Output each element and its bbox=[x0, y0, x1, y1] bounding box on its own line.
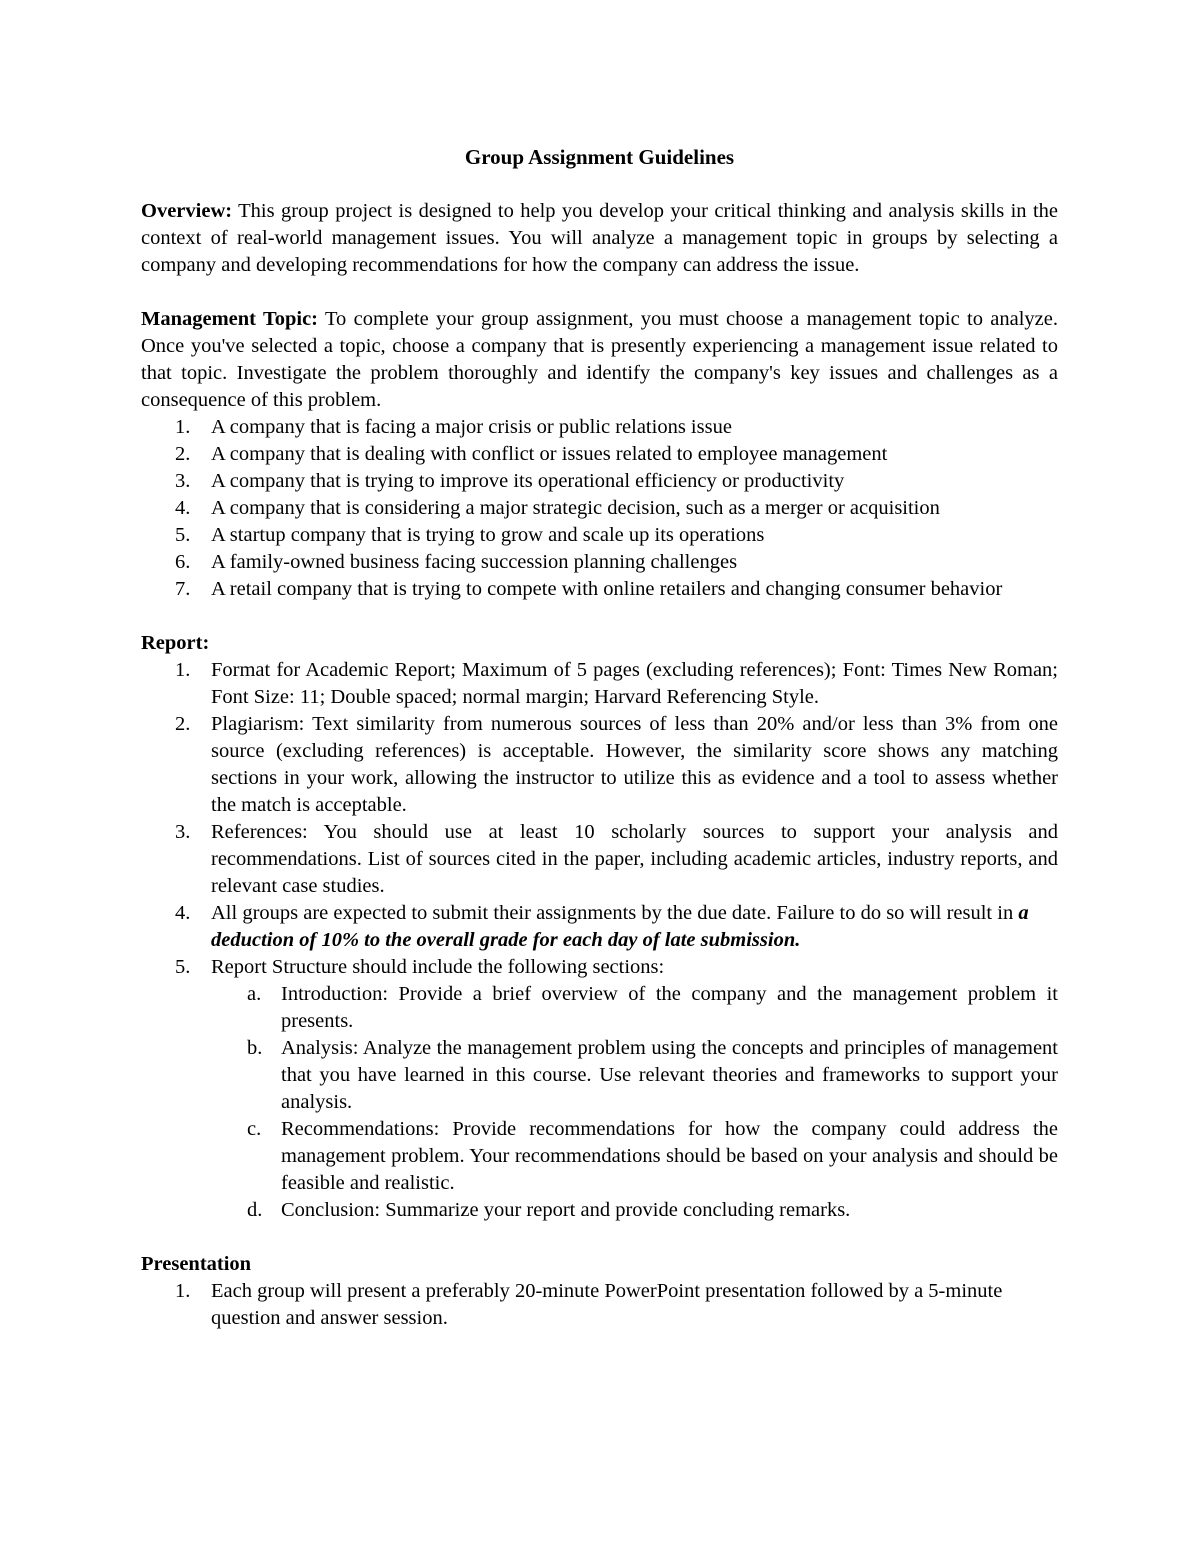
list-item bbox=[141, 954, 1058, 1224]
list-item bbox=[141, 900, 1058, 954]
list-item-text: References: You should use at least 10 scholarly sources to support your analysis and recommendations. List of sources cited in the paper, including academic articles, industry reports, and relevant case studies. bbox=[211, 821, 1058, 897]
list-marker: 2. bbox=[175, 713, 191, 735]
sublist-item-text: Analysis: Analyze the management problem using the concepts and principles of management that you have learned in this course. Use relevant theories and frameworks to support your analysis. bbox=[281, 1037, 1058, 1113]
list-marker: 1. bbox=[175, 659, 191, 681]
list-item-text: Format for Academic Report; Maximum of 5 pages (excluding references); Font: Times New Roman; Font Size: 11; Double spaced; normal margin; Harvard Referencing Style. bbox=[211, 659, 1058, 708]
list-marker: 3. bbox=[175, 470, 191, 492]
list-item bbox=[141, 549, 1058, 576]
report-list bbox=[141, 657, 1058, 1224]
list-item-text: A company that is facing a major crisis or public relations issue bbox=[211, 416, 732, 438]
management-topic-label: Management Topic: bbox=[141, 308, 319, 330]
overview-label: Overview: bbox=[141, 200, 233, 222]
list-marker: 7. bbox=[175, 578, 191, 600]
sublist-item-text: Conclusion: Summarize your report and provide concluding remarks. bbox=[281, 1199, 851, 1221]
list-item bbox=[141, 414, 1058, 441]
list-item-text: A company that is trying to improve its operational efficiency or productivity bbox=[211, 470, 845, 492]
sublist-item bbox=[211, 1035, 1058, 1116]
list-item bbox=[141, 657, 1058, 711]
sublist-item bbox=[211, 1197, 1058, 1224]
list-marker: 4. bbox=[175, 902, 191, 924]
list-item bbox=[141, 522, 1058, 549]
list-marker: 1. bbox=[175, 416, 191, 438]
report-structure-sublist bbox=[211, 981, 1058, 1224]
management-topic-text: To complete your group assignment, you must choose a management topic to analyze. Once you've selected a topic, choose a company that is presently experiencing a management issue related to that topic. Investigate the problem thoroughly and identify the company's key issues and challenges as a consequence of this problem. bbox=[141, 308, 1058, 411]
list-item-text: Plagiarism: Text similarity from numerous sources of less than 20% and/or less than 3% from one source (excluding references) is acceptable. However, the similarity score shows any matching sections in your work, allowing the instructor to utilize this as evidence and a tool to assess whether the match is acceptable. bbox=[211, 713, 1058, 816]
list-item-text: A company that is considering a major strategic decision, such as a merger or acquisition bbox=[211, 497, 940, 519]
list-item-text: A retail company that is trying to compete with online retailers and changing consumer behavior bbox=[211, 578, 1003, 600]
list-marker: 1. bbox=[175, 1280, 191, 1302]
list-marker: 2. bbox=[175, 443, 191, 465]
document-page bbox=[141, 144, 1058, 1332]
topic-list bbox=[141, 414, 1058, 603]
list-item-text: A startup company that is trying to grow and scale up its operations bbox=[211, 524, 765, 546]
list-marker: 4. bbox=[175, 497, 191, 519]
list-marker: 5. bbox=[175, 524, 191, 546]
sublist-marker: c. bbox=[247, 1118, 262, 1140]
report-heading: Report: bbox=[141, 632, 210, 654]
sublist-marker: d. bbox=[247, 1199, 263, 1221]
list-item-text: All groups are expected to submit their assignments by the due date. Failure to do so will result in bbox=[211, 902, 1019, 924]
list-item-text: A family-owned business facing succession planning challenges bbox=[211, 551, 738, 573]
list-marker: 5. bbox=[175, 956, 191, 978]
document-title: Group Assignment Guidelines bbox=[464, 145, 735, 169]
sublist-item bbox=[211, 981, 1058, 1035]
management-topic-paragraph bbox=[141, 306, 1058, 414]
list-item-text: A company that is dealing with conflict or issues related to employee management bbox=[211, 443, 888, 465]
list-marker: 6. bbox=[175, 551, 191, 573]
late-penalty-emphasis: a deduction of 10% to the overall grade for each day of late submission. bbox=[211, 902, 1029, 951]
list-marker: 3. bbox=[175, 821, 191, 843]
sublist-item-text: Recommendations: Provide recommendations for how the company could address the management problem. Your recommendations should be based on your analysis and should be feasible and realistic. bbox=[281, 1118, 1058, 1194]
list-item bbox=[141, 819, 1058, 900]
presentation-heading: Presentation bbox=[141, 1253, 252, 1275]
sublist-item bbox=[211, 1116, 1058, 1197]
presentation-list bbox=[141, 1278, 1058, 1332]
list-item bbox=[141, 1278, 1058, 1332]
overview-paragraph bbox=[141, 198, 1058, 279]
list-item bbox=[141, 576, 1058, 603]
list-item-text: Each group will present a preferably 20-minute PowerPoint presentation followed by a 5-minute question and answer session. bbox=[211, 1280, 1003, 1329]
list-item bbox=[141, 711, 1058, 819]
sublist-item-text: Introduction: Provide a brief overview of the company and the management problem it presents. bbox=[281, 983, 1058, 1032]
overview-text: This group project is designed to help you develop your critical thinking and analysis skills in the context of real-world management issues. You will analyze a management topic in groups by selecting a company and developing recommendations for how the company can address the issue. bbox=[141, 200, 1058, 276]
list-item-text: Report Structure should include the following sections: bbox=[211, 956, 665, 978]
sublist-marker: b. bbox=[247, 1037, 263, 1059]
list-item bbox=[141, 495, 1058, 522]
list-item bbox=[141, 441, 1058, 468]
list-item bbox=[141, 468, 1058, 495]
sublist-marker: a. bbox=[247, 983, 262, 1005]
